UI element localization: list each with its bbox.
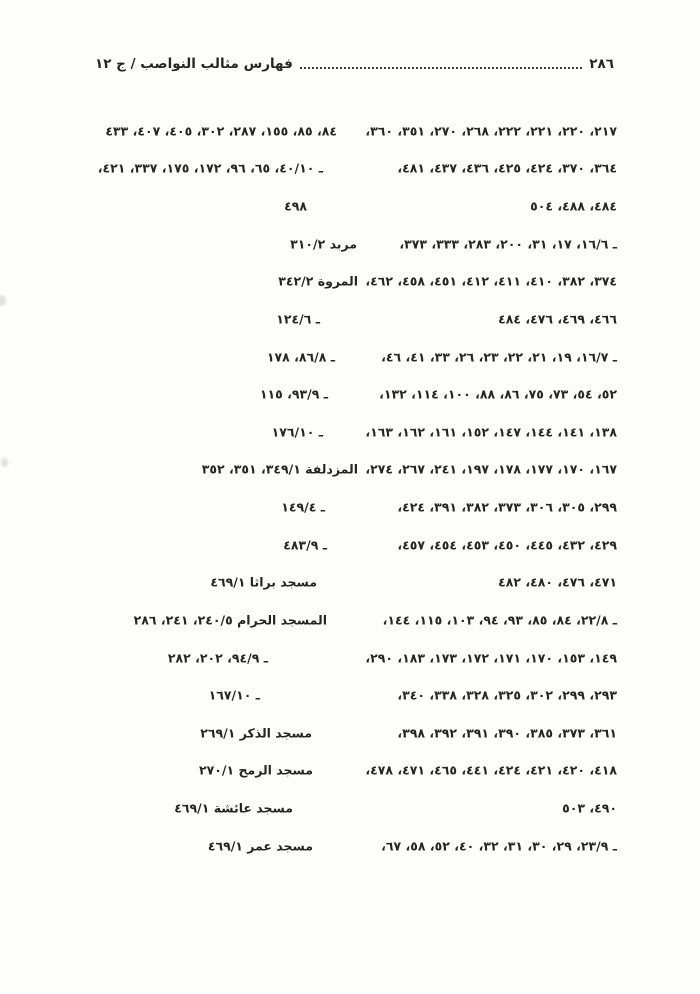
index-page-numbers: ٣٦٤، ٣٧٠، ٤٢٤، ٤٢٥، ٤٣٦، ٤٣٧، ٤٨١، (397, 160, 617, 176)
index-row (0, 150, 700, 188)
index-row (0, 225, 700, 263)
index-row (0, 789, 700, 827)
index-row (0, 338, 700, 376)
index-row (0, 827, 700, 865)
index-entry-name: مسجد الذكر ٢٦٩/١ (200, 725, 312, 741)
index-page-numbers: ٤٧١، ٤٧٦، ٤٨٠، ٤٨٢ (498, 574, 617, 590)
index-subentry-line: ـ ٢٢/٨، ٨٤، ٨٥، ٩٣، ٩٤، ١٠٣، ١١٥، ١٤٤، (382, 612, 617, 628)
index-page-numbers: ٣٧٤، ٣٨٢، ٤١٠، ٤١١، ٤١٢، ٤٥١، ٤٥٨، ٤٦٢، (365, 273, 617, 289)
index-page-numbers: ١٤٩، ١٥٣، ١٧٠، ١٧١، ١٧٢، ١٧٣، ١٨٣، ٢٩٠، (365, 650, 617, 666)
index-subentry-line: ـ ١٦/٧، ١٩، ٢١، ٢٢، ٢٣، ٢٦، ٣٣، ٤١، ٤٦، (381, 349, 617, 365)
index-row (0, 187, 700, 225)
index-subentry-line: ـ ١٢٤/٦ (276, 311, 320, 327)
index-entry-name: المسجد الحرام ٢٤٠/٥، ٢٤١، ٢٨٦ (133, 612, 327, 628)
book-title: فهارس مثالب النواصب / ج ١٢ (95, 56, 293, 72)
index-row (0, 601, 700, 639)
index-subentry-line: ـ ١٤٩/٤ (281, 499, 325, 515)
index-subentry-line: ـ ٢٣/٩، ٢٩، ٣٠، ٣١، ٣٢، ٤٠، ٥٢، ٥٨، ٦٧، (381, 838, 617, 854)
index-subentry-line: ـ ١٧٦/١٠ (271, 424, 323, 440)
index-subentry-line: ـ ٩٤/٩، ٢٠٢، ٢٨٢ (167, 650, 268, 666)
index-row (0, 676, 700, 714)
index-page-numbers: ٤٩٠، ٥٠٣ (562, 800, 617, 816)
index-row (0, 413, 700, 451)
index-row (0, 300, 700, 338)
index-continuation-numbers: ٨٤، ٨٥، ١٥٥، ٢٨٧، ٣٠٢، ٤٠٥، ٤٠٧، ٤٣٣ (105, 123, 337, 139)
index-subentry-line: ـ ٤٨٣/٩ (283, 537, 327, 553)
index-page-numbers: ٣٦١، ٣٧٣، ٣٨٥، ٣٩٠، ٣٩١، ٣٩٢، ٣٩٨، (397, 725, 617, 741)
index-row (0, 451, 700, 489)
index-page-numbers: ٢١٧، ٢٢٠، ٢٢١، ٢٢٢، ٢٦٨، ٢٧٠، ٣٥١، ٣٦٠، (365, 123, 617, 139)
dotted-leader (300, 67, 582, 69)
index-row (0, 639, 700, 677)
index-subentry-line: ـ ٩٣/٩، ١١٥ (259, 386, 328, 402)
index-row (0, 488, 700, 526)
index-row (0, 526, 700, 564)
index-row (0, 714, 700, 752)
index-page-numbers: ٤٢٩، ٤٣٢، ٤٤٥، ٤٥٠، ٤٥٣، ٤٥٤، ٤٥٧، (397, 537, 617, 553)
index-entry-name: مسجد الرمح ٢٧٠/١ (199, 762, 313, 778)
index-row (0, 752, 700, 790)
index-page-numbers: ١٦٧، ١٧٠، ١٧٧، ١٧٨، ١٩٧، ٢٤١، ٢٦٧، ٢٧٤، (365, 461, 617, 477)
index-entry-name: المروة ٣٤٢/٢ (278, 273, 358, 289)
page-header (95, 54, 614, 74)
index-row (0, 564, 700, 602)
index-page-numbers: ٤٦٦، ٤٦٩، ٤٧٦، ٤٨٤ (498, 311, 617, 327)
index-row (0, 263, 700, 301)
page-number: ٢٨٦ (589, 56, 614, 72)
scan-smudge (1, 458, 8, 467)
index-page-numbers: ٥٢، ٥٤، ٧٣، ٧٥، ٨٦، ٨٨، ١٠٠، ١١٤، ١٣٢، (379, 386, 617, 402)
index-entry-name: مسجد عمر ٤٦٩/١ (207, 838, 313, 854)
index-page-numbers: ٢٩٣، ٢٩٩، ٣٠٢، ٣٢٥، ٣٢٨، ٣٣٨، ٣٤٠، (397, 687, 617, 703)
index-page-numbers: ٢٩٩، ٣٠٥، ٣٠٦، ٣٧٣، ٣٨٢، ٣٩١، ٤٢٤، (397, 499, 617, 515)
index-entry-name: مربد ٣١٠/٢ (290, 236, 357, 252)
index-page-numbers: ٤٨٤، ٤٨٨، ٥٠٤ (530, 198, 617, 214)
index-subentry-line: ـ ٨٦/٨، ١٧٨ (266, 349, 335, 365)
index-entry-name: المزدلفة ٣٤٩/١، ٣٥١، ٣٥٢ (201, 461, 358, 477)
index-entry-name: مسجد عائشة ٤٦٩/١ (174, 800, 293, 816)
index-row (0, 112, 700, 150)
index-row (0, 375, 700, 413)
index-body (0, 112, 700, 865)
index-entry-name: مسجد براثا ٤٦٩/١ (210, 574, 317, 590)
index-subentry-line: ـ ١٦/٦، ١٧، ٣١، ٢٠٠، ٢٨٣، ٣٣٣، ٣٧٣، (399, 236, 617, 252)
index-continuation-numbers: ٤٩٨ (284, 198, 307, 214)
index-subentry-line: ـ ١٦٧/١٠ (208, 687, 260, 703)
index-subentry-line: ـ ٤٠/١٠، ٦٥، ٩٦، ١٧٢، ١٧٥، ٣٣٧، ٤٢١، (97, 160, 323, 176)
index-page-numbers: ٤١٨، ٤٢٠، ٤٢١، ٤٢٤، ٤٤١، ٤٦٥، ٤٧١، ٤٧٨، (365, 762, 617, 778)
index-page-numbers: ١٣٨، ١٤١، ١٤٤، ١٤٧، ١٥٢، ١٦١، ١٦٢، ١٦٣، (365, 424, 617, 440)
